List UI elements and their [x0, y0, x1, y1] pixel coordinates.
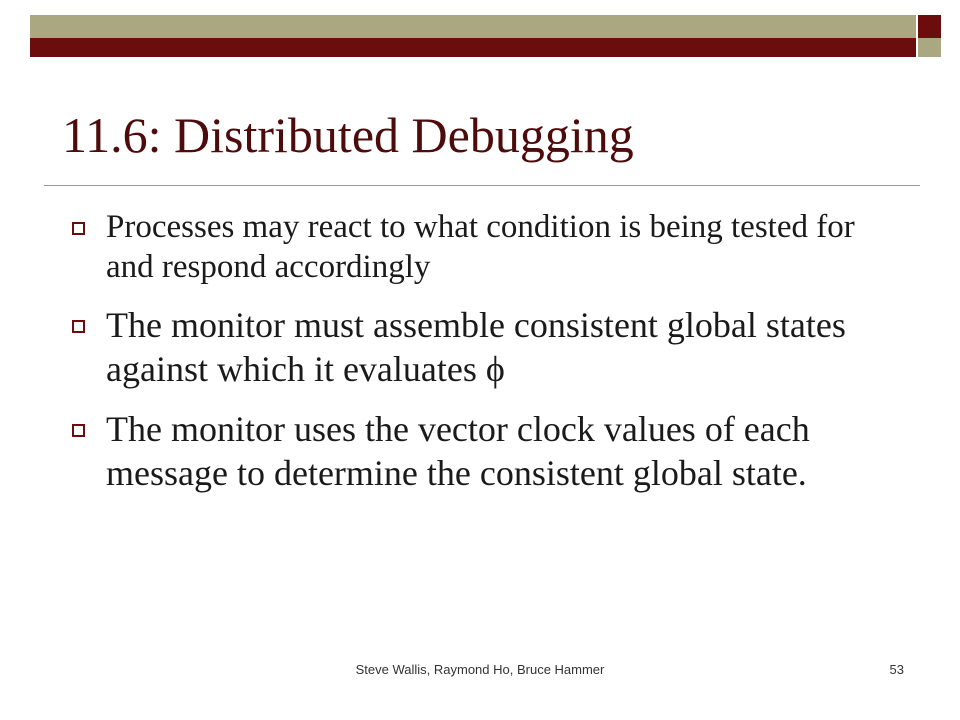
bullet-item — [72, 303, 892, 391]
hollow-square-icon — [72, 222, 85, 235]
bullet-list — [72, 207, 892, 511]
bullet-text: Processes may react to what condition is being tested for and respond accordingly — [106, 209, 855, 285]
hollow-square-icon — [72, 320, 85, 333]
header-stripe-maroon — [30, 38, 916, 57]
footer-authors: Steve Wallis, Raymond Ho, Bruce Hammer — [355, 662, 605, 677]
hollow-square-icon — [72, 424, 85, 437]
bullet-item — [72, 207, 892, 287]
header-corner-maroon-block — [918, 15, 941, 38]
page-number: 53 — [889, 662, 904, 677]
bullet-text: The monitor must assemble consistent global states against which it evaluates ϕ — [106, 305, 846, 389]
slide-title: 11.6: Distributed Debugging — [62, 107, 634, 163]
header-stripe-olive — [30, 15, 916, 38]
header-corner-olive-block — [918, 38, 941, 57]
bullet-text: The monitor uses the vector clock values of each message to determine the consistent global state. — [106, 409, 810, 493]
title-divider — [44, 185, 920, 186]
bullet-item — [72, 407, 892, 495]
